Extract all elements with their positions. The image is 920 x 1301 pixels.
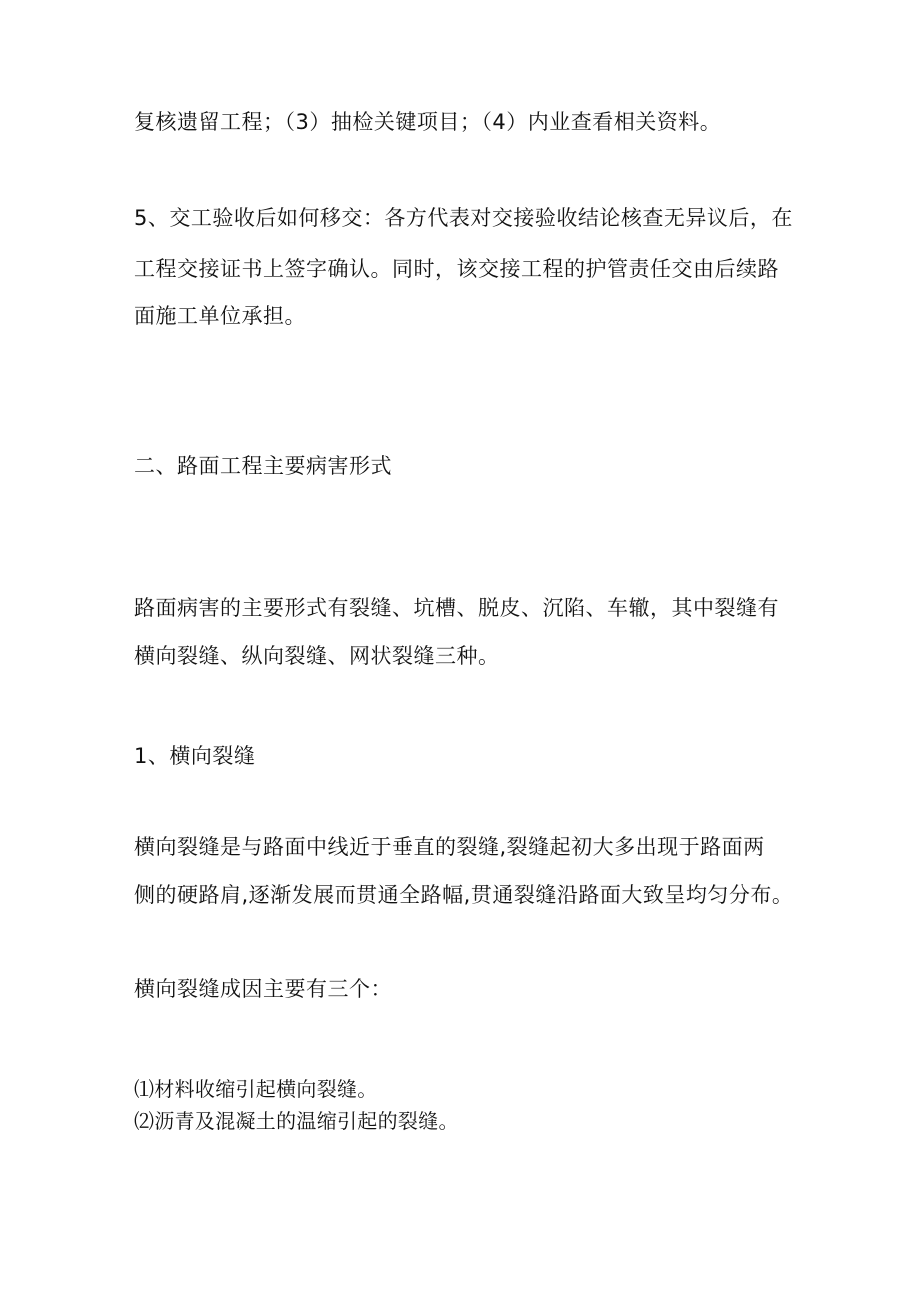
list-item: ⑴材料收缩引起横向裂缝。 [134,1077,378,1101]
paragraph-line: 面施工单位承担。 [134,304,306,328]
list-item: ⑵沥青及混凝土的温缩引起的裂缝。 [134,1109,459,1133]
paragraph-line: 横向裂缝是与路面中线近于垂直的裂缝,裂缝起初大多出现于路面两 [134,835,765,859]
paragraph-line: 横向裂缝成因主要有三个： [134,977,392,1001]
paragraph-line: 5、交工验收后如何移交：各方代表对交接验收结论核查无异议后，在 [134,206,793,230]
paragraph-line: 路面病害的主要形式有裂缝、坑槽、脱皮、沉陷、车辙，其中裂缝有 [134,596,779,620]
paragraph-line: 复核遗留工程；（3）抽检关键项目；（4）内业查看相关资料。 [134,110,722,134]
paragraph-line: 侧的硬路肩,逐渐发展而贯通全路幅,贯通裂缝沿路面大致呈均匀分布。 [134,883,794,907]
paragraph-line: 横向裂缝、纵向裂缝、网状裂缝三种。 [134,644,500,668]
paragraph-line: 工程交接证书上签字确认。同时，该交接工程的护管责任交由后续路 [134,257,779,281]
subsection-heading: 1、横向裂缝 [134,744,256,768]
section-heading: 二、路面工程主要病害形式 [134,454,392,478]
